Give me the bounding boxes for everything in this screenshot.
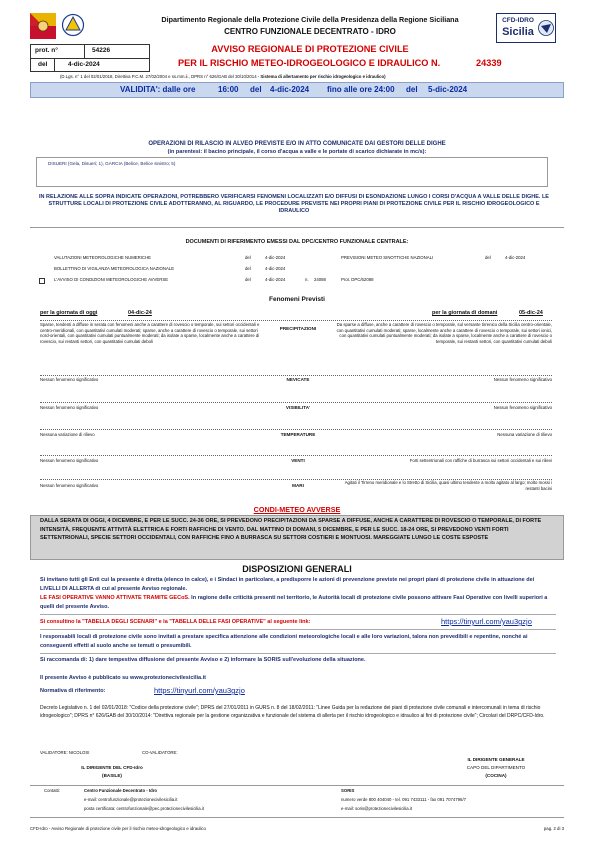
doc-row2-del: del [245, 266, 251, 271]
precip-tomorrow: Da sparse a diffuse, anche a carattere di rovescio o temporale, sul versante tirrenico della Sicilia centro-orientale, con quantitativi cumulati moderati; sparse, localmente anche a carattere di rovescio o temporale, sui settori ionici, con quantitativi cumulati puntualmente moderati; da isolate a sparse, localmente anche a carattere di rovescio o temporale, sui restanti settori, con quantitativi cumulati deboli [336, 322, 552, 344]
mari-name: MARI [292, 483, 304, 488]
today-label: per la giornata di oggi [40, 310, 98, 316]
validity-to-date: 5-dic-2024 [428, 85, 468, 94]
adverse-heading: CONDI-METEO AVVERSE [253, 505, 341, 514]
general-p7-label: Normativa di riferimento: [40, 688, 106, 694]
footer-left: CFD-Idro - Avviso Regionale di protezione civile per il rischio meteo-idrogeologico e idraulico [30, 826, 206, 831]
mari-today: Nessun fenomeno significativo [40, 483, 99, 488]
sicily-map-icon [538, 19, 554, 37]
sicily-emblem-icon [30, 13, 56, 39]
doc-row1-label: VALUTAZIONI METEOROLOGICHE NUMERICHE [54, 255, 152, 260]
validity-to-label: fino alle ore 24:00 [327, 85, 395, 94]
validator-label: VALIDATORE: NICOLOSI [40, 750, 90, 755]
temperature-tomorrow: Nessuna variazione di rilievo [497, 432, 552, 437]
general-p4: I responsabili locali di protezione civile sono invitati a prestare specifica attenzione alle condizioni meteorologiche locali e alle loro variazioni, talora non prevedibili e repentine, nonché ai conseguenti effetti al suolo anche se temuti o presumibili. [40, 634, 528, 649]
visibilita-name: VISIBILITA' [285, 405, 311, 410]
doc-row3-date: 4-dic-2024 [265, 277, 286, 282]
temperature-name: TEMPERATURE [280, 432, 316, 437]
dams-list: DISUERI (Gela, Disueri; 1), GARCIA (Belice, Belice sinistro; 5) [48, 161, 176, 166]
tomorrow-date: 05-dic-24 [519, 310, 543, 316]
doc-row1-del: del [245, 255, 251, 260]
general-p5: Si raccomanda di: 1) dare tempestiva diffusione del presente Avviso e 2) informare la SORIS sull'evoluzione della situazione. [40, 657, 366, 663]
general-p2 [40, 594, 556, 611]
cfd-badge [496, 13, 556, 43]
doc-row1b-label: PREVISIONI METEO SINOTTICHE NAZIONALI [341, 255, 434, 260]
validity-del2: del [406, 85, 418, 94]
doc-row3-n: n. [305, 277, 309, 282]
prot-value: 54226 [92, 47, 111, 54]
doc-row3-num: 24088 [314, 277, 326, 282]
co-validator-label: CO-VALIDATORE: [142, 750, 178, 755]
title-line2: PER IL RISCHIO METEO-IDROGEOLOGICO E IDRAULICO N. [178, 58, 441, 68]
validity-from-date: 4-dic-2024 [270, 85, 310, 94]
documents-heading: DOCUMENTI DI RIFERIMENTO EMESSI DAL DPC/CENTRO FUNZIONALE CENTRALE: [185, 239, 409, 245]
general-p8: Decreto Legislativo n. 1 del 02/01/2018: "Codice della protezione civile"; DPRS del 27/01/2011 in GURS n. 8 del 18/02/2011: "Linee Guida per la redazione dei piani di protezione civile comunali e intercomunali in tema di rischio idrogeologico"; DPRS n° 626/GAB del 30/10/2014: "Direttiva regionale per la gestione organizzativa e funzionale del sistema di allerta per il rischio idrogeologico e idraulico ai fini di protezione civile"; Circolari del DRPC/CFD-Idro. [40, 705, 545, 719]
nevicate-today: Nessun fenomeno significativo [40, 377, 99, 382]
del-value: 4-dic-2024 [68, 61, 100, 68]
general-heading: DISPOSIZIONI GENERALI [242, 564, 352, 574]
centre-line: CENTRO FUNZIONALE DECENTRATO - IDRO [224, 27, 396, 36]
precip-today: Sparse, tendenti a diffuse in serata con fenomeni anche a carattere di rovescio o temporale, sui settori occidentali e centro-meridionali, con quantitativi cumulati moderati; sparse, anche a carattere di rovescio o temporale, sui settori nord-orientali, con quantitativi cumulati puntualmente moderati; da isolate a sparse, localmente anche a carattere di rovescio, sui restanti settori, con quantitativi cumulati deboli [40, 322, 260, 344]
title-number: 24339 [476, 58, 502, 68]
doc-row1b-date: 4-dic-2024 [505, 255, 526, 260]
validity-label: VALIDITA': dalle ore [120, 85, 196, 94]
legal-reference [60, 74, 580, 80]
venti-tomorrow: Forti settentrionali con raffiche di burrasca sui settori occidentali e sui rilievi [409, 458, 552, 463]
doc-row1-date: 4-dic-2024 [265, 255, 286, 260]
general-p1: Si invitano tutti gli Enti cui la presente è diretta (elenco in calce), e i Sindaci in particolare, a predisporre le azioni di prevenzione previste nei propri piani di protezione civile in attuazione dei LIVELLI DI ALLERTA di cui al presente Avviso regionale. [40, 577, 535, 592]
soris-name: SORIS [341, 788, 355, 793]
cfd-badge-bottom: Sicilia [502, 26, 534, 38]
nevicate-tomorrow: Nessun fenomeno significativo [493, 377, 552, 382]
prot-label: prot. n° [35, 47, 58, 54]
right-sign-name: (COCINA) [485, 773, 507, 778]
header-logo-sicily [30, 13, 56, 39]
doc-row2-label: BOLLETTINO DI VIGILANZA METEOROLOGICA NAZIONALE [54, 266, 175, 271]
left-sign-title: IL DIRIGENTE DEL CFD-Idro [81, 765, 143, 770]
dept-line: Dipartimento Regionale della Protezione Civile della Presidenza della Regione Siciliana [161, 15, 459, 24]
validity-from-hour: 16:00 [218, 85, 239, 94]
nevicate-name: NEVICATE [286, 377, 310, 382]
protezione-civile-icon [61, 13, 85, 39]
legal-bold: Sistema di allertamento per rischio idrogeologico e idraulico) [260, 74, 386, 79]
soris-phone: numero verde 800 404040 - tel. 091 7433111 - fax 091 7074796/7 [341, 797, 467, 802]
dams-warning: IN RELAZIONE ALLE SOPRA INDICATE OPERAZIONI, POTREBBERO VERIFICARSI FENOMENI LOCALIZZATI E/O DIFFUSI DI ESONDAZIONE LUNGO I CORSI D'ACQUA A VALLE DELLE DIGHE. LE STRUTTURE LOCALI DI PROTEZIONE CIVILE ADOTTERANNO, AL RIGUARDO, LE PROCEDURE PREVISTE NEI PROPRI PIANI DI PROTEZIONE CIVILE PER IL RISCHIO IDROGEOLOGICO E IDRAULICO [39, 194, 549, 214]
cfd-name: Centro Funzionale Decentrato - Idro [84, 788, 158, 793]
phenomena-heading: Fenomeni Previsti [269, 296, 325, 303]
title-line1: AVVISO REGIONALE DI PROTEZIONE CIVILE [211, 44, 409, 54]
legal-prefix: (D.Lgs. n° 1 del 02/01/2018, Direttiva P.C.M. 27/02/2004 e ss.mm.ii., DPRS n° 626/GAB del 30/10/2014 - [60, 74, 261, 79]
footer-right: pag. 2 di 3 [543, 826, 564, 831]
mari-tomorrow: Agitati il Tirreno meridionale e lo Stretto di Sicilia, quasi ultimo tendente a molto agitato al largo; molto mossi i restanti bacini [344, 480, 552, 491]
doc-row1b-del: del [485, 255, 491, 260]
visibilita-tomorrow: Nessun fenomeno significativo [493, 405, 552, 410]
general-p6: Il presente Avviso è pubblicato su www.protezionecivilesicilia.it [40, 675, 206, 681]
doc-row3-checkbox[interactable] [39, 278, 45, 284]
general-p2-red: LE FASI OPERATIVE VANNO ATTIVATE TRAMITE GECoS. [40, 595, 190, 601]
precip-name: PRECIPITAZIONI [279, 326, 317, 331]
soris-email: e-mail: soris@protezionecivilesicilia.it [341, 806, 412, 811]
tomorrow-label: per la giornata di domani [432, 310, 498, 316]
doc-row3-del: del [245, 277, 251, 282]
adverse-text: DALLA SERATA DI OGGI, 4 DICEMBRE, E PER LE SUCC. 24-36 ORE, SI PREVEDONO PRECIPITAZIONI DA SPARSE A DIFFUSE, ANCHE A CARATTERE DI ROVESCIO O TEMPORALE, DI FORTE INTENSITÀ, FREQUENTE ATTIVITÀ ELETTRICA E FORTI RAFFICHE DI VENTO. DAL MATTINO DI DOMANI, 5 DICEMBRE, E PER LE SUCC. 18-24 ORE, SI PREVEDONO VENTI FORTI SETTENTRIONALI, SPECIE SETTORI OCCIDENTALI, CON RAFFICHE FINO A BURRASCA SU SETTORI COSTIERI E MONTUOSI. MAREGGIATE LUNGO LE COSTE ESPOSTE [40, 518, 542, 542]
doc-row2-date: 4-dic-2024 [265, 266, 286, 271]
general-p3: Si consultino la "TABELLA DEGLI SCENARI" e la "TABELLA DELLE FASI OPERATIVE" al seguente link: [40, 619, 311, 625]
doc-row3-label: L'AVVISO DI CONDIZIONI METEOROLOGICHE AVVERSE [54, 277, 169, 282]
scenari-link[interactable]: https://tinyurl.com/yau3gzjo [441, 617, 532, 626]
cfd-badge-top: CFD-IDRO [502, 17, 534, 24]
header-logo-protezione-civile [61, 13, 85, 39]
temperature-today: Nessuna variazione di rilievo [40, 432, 95, 437]
right-sign-title2: CAPO DEL DIPARTIMENTO [466, 765, 526, 770]
right-sign-title1: IL DIRIGENTE GENERALE [467, 757, 525, 762]
cfd-pec: posta certificata: centrofunzionale@pec.protezionecivilesicilia.it [84, 806, 204, 811]
doc-row3-prot: Prot. DPC/62088 [341, 277, 374, 282]
dams-heading1: OPERAZIONI DI RILASCIO IN ALVEO PREVISTE E/O IN ATTO COMUNICATE DAI GESTORI DELLE DIGHE [148, 141, 446, 147]
venti-today: Nessun fenomeno significativo [40, 458, 99, 463]
contacts-label: Contatti: [44, 788, 61, 793]
del-label: del [38, 61, 48, 68]
dams-heading2: (in parentesi: il bacino principale, il corso d'acqua a valle e le portate di scarico dichiarate in mc/s): [167, 149, 427, 155]
validity-del1: del [250, 85, 262, 94]
left-sign-name: (BASILE) [102, 773, 122, 778]
normativa-link[interactable]: https://tinyurl.com/yau3gzjo [154, 686, 245, 695]
cfd-email: e-mail: centrofunzionale@protezionecivilesicilia.it [84, 797, 178, 802]
visibilita-today: Nessun fenomeno significativo [40, 405, 99, 410]
general-p2-rest: In ragione delle criticità presenti nel territorio, le Autorità locali di protezione civile possono attivare Fasi Operative con livelli superiori a quelli del presente Avviso. [40, 595, 548, 610]
today-date: 04-dic-24 [128, 310, 152, 316]
venti-name: VENTI [291, 458, 305, 463]
